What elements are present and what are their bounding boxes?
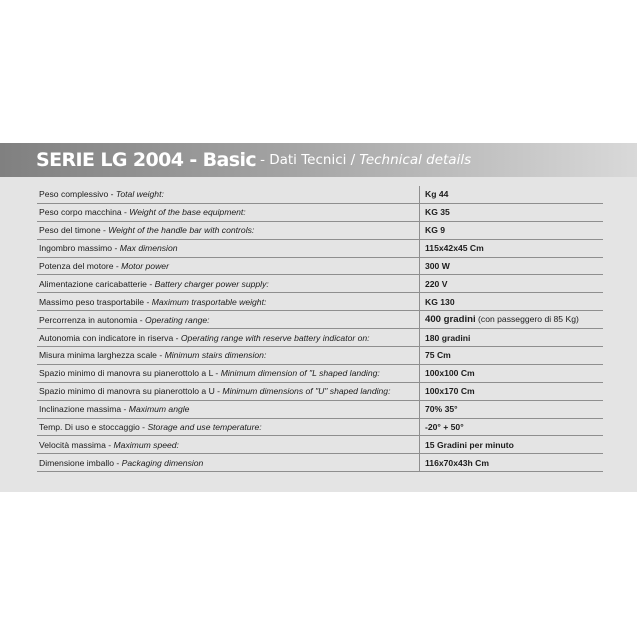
- spec-row: [37, 222, 603, 240]
- spec-label-en: Minimum dimensions of "U" shaped landing:: [222, 386, 391, 397]
- spec-value-main: 400 gradini: [425, 314, 476, 326]
- spec-value: [420, 386, 475, 396]
- spec-value: [420, 261, 450, 271]
- column-divider: [419, 186, 420, 203]
- spec-label: [37, 422, 420, 432]
- spec-label: [37, 225, 420, 235]
- spec-label-en: Total weight:: [115, 189, 164, 200]
- spec-label-en: Battery charger power supply:: [154, 278, 269, 289]
- spec-value: [420, 350, 451, 360]
- spec-row: [37, 347, 603, 365]
- spec-row: [37, 258, 603, 276]
- spec-label: [37, 458, 420, 468]
- spec-label: [37, 297, 420, 307]
- column-divider: [419, 222, 420, 239]
- spec-label: [37, 404, 420, 414]
- spec-value: [420, 422, 464, 432]
- spec-value-note: (con passeggero di 85 Kg): [475, 314, 579, 325]
- spec-label-it: Massimo peso trasportabile -: [39, 296, 152, 307]
- spec-title: SERIE LG 2004 - Basic: [36, 149, 257, 171]
- spec-label-it: Peso complessivo -: [39, 189, 116, 200]
- spec-value: [420, 440, 514, 450]
- spec-label-it: Peso corpo macchina -: [39, 207, 130, 218]
- spec-row: [37, 293, 603, 311]
- column-divider: [419, 401, 420, 418]
- spec-value-main: KG 9: [425, 225, 446, 236]
- spec-label-it: Spazio minimo di manovra su pianerottolo a L -: [39, 368, 221, 379]
- spec-label-it: Velocità massima -: [39, 439, 114, 450]
- spec-label-en: Maximum trasportable weight:: [151, 296, 267, 307]
- spec-value: [420, 225, 445, 235]
- spec-label-en: Weight of the base equipment:: [129, 207, 246, 218]
- spec-label: [37, 368, 420, 378]
- column-divider: [419, 240, 420, 257]
- spec-label: [37, 440, 420, 450]
- spec-row: [37, 275, 603, 293]
- spec-label: [37, 279, 420, 289]
- spec-table: [37, 186, 603, 472]
- column-divider: [419, 204, 420, 221]
- spec-label: [37, 350, 420, 360]
- spec-value: [420, 189, 448, 199]
- spec-row: [37, 204, 603, 222]
- spec-label-en: Packaging dimension: [121, 457, 204, 468]
- spec-label-en: Maximum angle: [128, 404, 190, 415]
- spec-value: [420, 314, 579, 325]
- spec-value-main: KG 35: [425, 207, 450, 218]
- column-divider: [419, 329, 420, 346]
- spec-row: [37, 329, 603, 347]
- spec-label-it: Alimentazione caricabatterie -: [39, 278, 155, 289]
- spec-label: [37, 261, 420, 271]
- spec-header: [0, 143, 637, 177]
- spec-label-it: Potenza del motore -: [39, 261, 122, 271]
- column-divider: [419, 275, 420, 292]
- column-divider: [419, 311, 420, 328]
- spec-value-main: -20° + 50°: [425, 422, 464, 433]
- spec-value-main: 100x170 Cm: [425, 386, 475, 397]
- spec-label: [37, 315, 420, 325]
- spec-value-main: 100x100 Cm: [425, 368, 475, 379]
- spec-value-main: 115x42x45 Cm: [425, 243, 484, 254]
- column-divider: [419, 293, 420, 310]
- spec-label-en: Operating range with reserve battery indicator on:: [180, 332, 370, 343]
- column-divider: [419, 436, 420, 453]
- spec-label-it: Dimensione imballo -: [39, 457, 122, 468]
- spec-row: [37, 401, 603, 419]
- spec-label-it: Autonomia con indicatore in riserva -: [39, 332, 181, 343]
- spec-label-it: Inclinazione massima -: [39, 404, 129, 415]
- spec-label-it: Peso del timone -: [39, 225, 109, 236]
- spec-row: [37, 311, 603, 329]
- spec-value-main: 116x70x43h Cm: [425, 457, 490, 468]
- spec-row: [37, 186, 603, 204]
- spec-label: [37, 189, 420, 199]
- spec-subtitle-it: - Dati Tecnici /: [260, 152, 356, 168]
- spec-label: [37, 243, 420, 253]
- spec-label-en: Storage and use temperature:: [147, 422, 262, 433]
- column-divider: [419, 454, 420, 471]
- column-divider: [419, 258, 420, 275]
- spec-value-main: KG 130: [425, 296, 455, 307]
- spec-row: [37, 419, 603, 437]
- spec-value: [420, 207, 450, 217]
- spec-value: [420, 368, 475, 378]
- spec-row: [37, 454, 603, 472]
- spec-label-it: Temp. Di uso e stoccaggio -: [39, 422, 148, 433]
- spec-value: [420, 404, 458, 414]
- spec-label-it: Percorrenza in autonomia -: [39, 314, 146, 325]
- column-divider: [419, 419, 420, 436]
- spec-value-main: 300 W: [425, 261, 450, 271]
- spec-value-main: 220 V: [425, 278, 448, 289]
- spec-label-en: Minimum stairs dimension:: [164, 350, 267, 361]
- spec-label-it: Ingombro massimo -: [39, 243, 120, 254]
- spec-row: [37, 436, 603, 454]
- spec-label-it: Spazio minimo di manovra su pianerottolo a U -: [39, 386, 223, 397]
- spec-value-main: 15 Gradini per minuto: [425, 439, 514, 450]
- spec-row: [37, 383, 603, 401]
- spec-value-main: 75 Cm: [425, 350, 451, 361]
- spec-value-main: Kg 44: [425, 189, 449, 200]
- spec-label-en: Minimum dimension of "L shaped landing:: [220, 368, 380, 379]
- spec-value-main: 70% 35°: [425, 404, 458, 415]
- spec-value: [420, 243, 484, 253]
- spec-value: [420, 297, 455, 307]
- spec-value: [420, 279, 447, 289]
- column-divider: [419, 347, 420, 364]
- column-divider: [419, 383, 420, 400]
- spec-row: [37, 240, 603, 258]
- spec-label-en: Motor power: [121, 261, 169, 271]
- spec-label-en: Operating range:: [145, 314, 210, 325]
- spec-label-en: Maximum speed:: [113, 439, 179, 450]
- spec-label: [37, 333, 420, 343]
- spec-value-main: 180 gradini: [425, 332, 471, 343]
- spec-row: [37, 365, 603, 383]
- spec-label-en: Max dimension: [119, 243, 178, 254]
- spec-subtitle-en: Technical details: [359, 152, 472, 168]
- spec-label: [37, 207, 420, 217]
- spec-label: [37, 386, 420, 396]
- spec-value: [420, 458, 489, 468]
- column-divider: [419, 365, 420, 382]
- spec-label-en: Weight of the handle bar with controls:: [108, 225, 255, 236]
- spec-value: [420, 333, 470, 343]
- spec-label-it: Misura minima larghezza scale -: [39, 350, 165, 361]
